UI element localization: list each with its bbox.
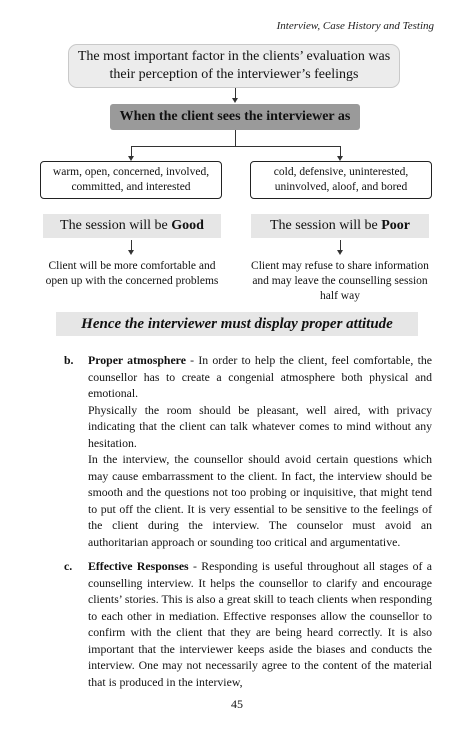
connector-line bbox=[340, 146, 341, 156]
connector-line bbox=[131, 146, 341, 147]
session-label: The session will be bbox=[270, 218, 382, 233]
good-outcome-text: Client will be more comfortable and open up with the concerned problems bbox=[45, 260, 219, 287]
poor-session-box bbox=[251, 214, 429, 238]
section-heading: Proper atmosphere bbox=[88, 353, 186, 367]
negative-traits-box: cold, defensive, uninterested, uninvolved, aloof, and bored bbox=[250, 161, 432, 199]
section-effective-responses bbox=[64, 558, 432, 690]
poor-outcome-text: Client may refuse to share information and may leave the counselling session half way bbox=[251, 260, 429, 302]
positive-traits-box: warm, open, concerned, involved, committed, and interested bbox=[40, 161, 222, 199]
session-value-good: Good bbox=[171, 218, 204, 233]
connector-line bbox=[131, 146, 132, 156]
section-paragraph: In the interview, the counsellor should avoid certain questions which may cause embarrassment to the client. In fact, the interview should be smooth and the questions not too probing or inquisitive, that might tend to put off the client. It is very essential to be sensitive to the feelings of the client during the interview. The counselor must avoid an authoritarian approach or sounding too critical and argumentative. bbox=[88, 452, 432, 549]
session-label: The session will be bbox=[60, 218, 172, 233]
arrow-icon bbox=[232, 98, 238, 103]
connector-line bbox=[235, 130, 236, 146]
middle-box: When the client sees the interviewer as bbox=[110, 104, 360, 130]
arrow-icon bbox=[128, 250, 134, 255]
running-head: Interview, Case History and Testing bbox=[276, 20, 434, 32]
section-paragraph: Physically the room should be pleasant, well aired, with privacy indicating that the client can talk whatever comes to mind without any hesitation. bbox=[88, 402, 432, 450]
section-marker: c. bbox=[64, 559, 73, 573]
section-lead-paragraph bbox=[88, 558, 432, 690]
top-box: The most important factor in the clients’ evaluation was their perception of the interviewer’s feelings bbox=[68, 44, 400, 88]
section-lead-text: - Responding is useful throughout all stages of a counselling interview. It helps the counsellor to clarify and encourage clients’ stories. This is also a great skill to teach clients when responding to each other in mediation. Effective responses allow the counsellor to confirm with the client that they are being heard correctly. It is also important that the interviewer keeps aside the biases and conducts the interview. One may not necessarily agree to the content of the material that is produced in the interview, bbox=[88, 559, 432, 689]
section-marker: b. bbox=[64, 353, 74, 367]
section-lead-text: - In order to help the client, feel comfortable, the counsellor has to create a congenial atmosphere both physical and emotional. bbox=[88, 353, 432, 400]
page-number: 45 bbox=[231, 697, 243, 711]
section-proper-atmosphere bbox=[64, 352, 432, 550]
section-heading: Effective Responses bbox=[88, 559, 189, 573]
session-value-poor: Poor bbox=[381, 218, 410, 233]
conclusion-banner: Hence the interviewer must display proper attitude bbox=[56, 312, 418, 336]
section-lead-paragraph bbox=[88, 352, 432, 402]
arrow-icon bbox=[337, 250, 343, 255]
good-session-box bbox=[43, 214, 221, 238]
